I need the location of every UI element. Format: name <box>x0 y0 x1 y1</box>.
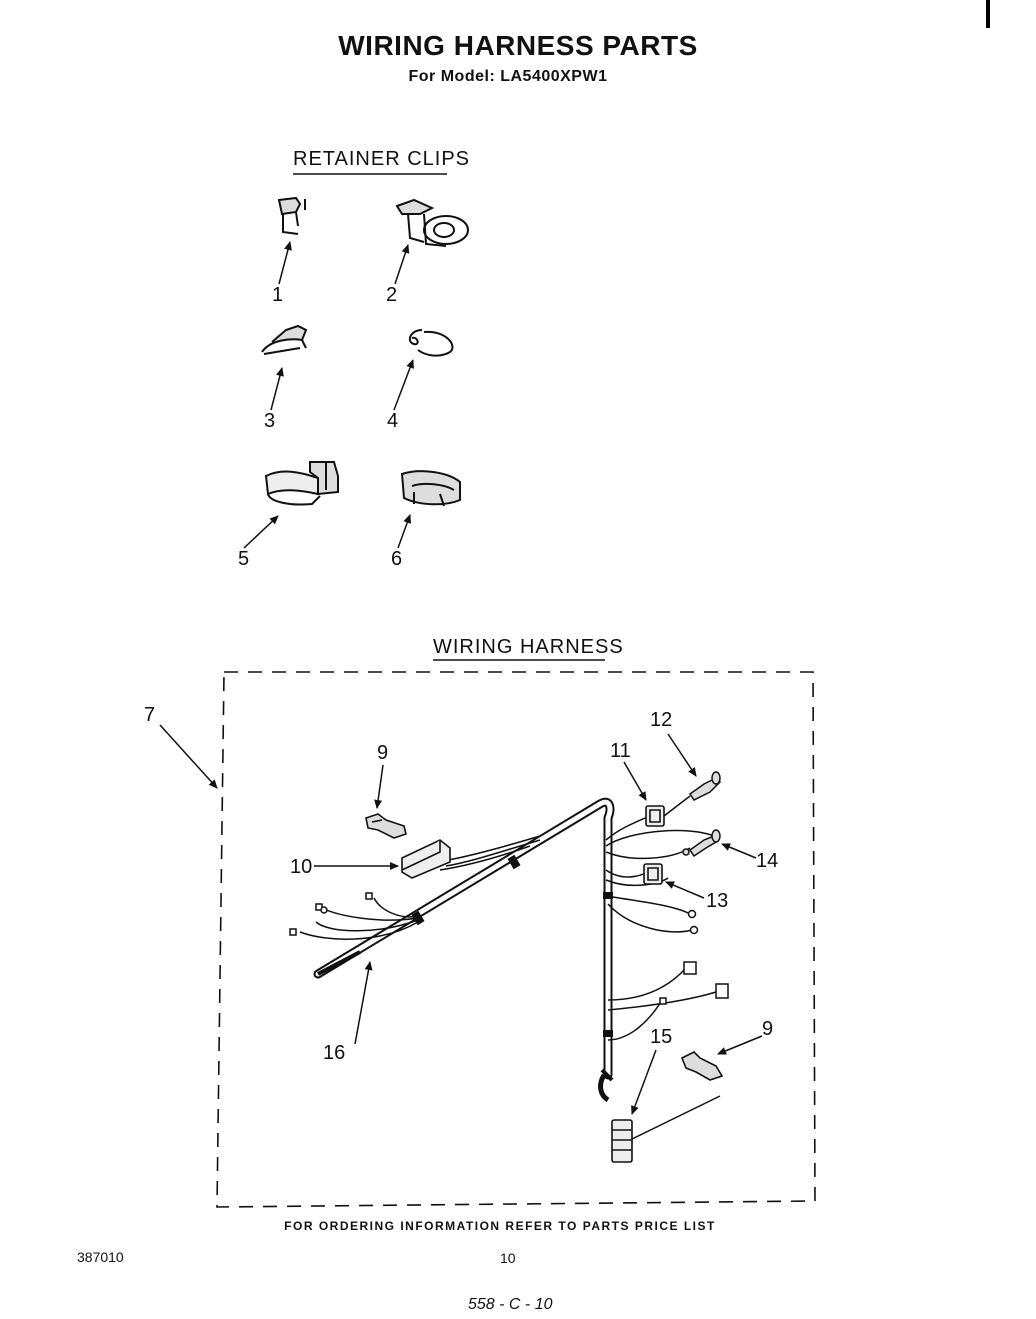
clip-3-icon <box>262 326 306 354</box>
clip-6-icon <box>402 471 460 506</box>
terminal-9b-icon <box>682 1052 722 1080</box>
retainer-clips-heading: RETAINER CLIPS <box>293 148 470 170</box>
callout-9-lower: 9 <box>762 1018 774 1040</box>
handwritten-note: 558 - C - 10 <box>468 1296 553 1313</box>
callout-5: 5 <box>238 548 250 570</box>
callout-10: 10 <box>290 856 313 878</box>
page-number: 10 <box>500 1250 516 1266</box>
document-number: 387010 <box>77 1249 124 1265</box>
clip-5-icon <box>266 462 338 505</box>
callout-1: 1 <box>272 284 284 306</box>
tie-wraps <box>411 855 613 1037</box>
callout-7: 7 <box>144 704 156 726</box>
callout-3: 3 <box>264 410 276 432</box>
clip-2-icon <box>397 200 468 246</box>
page-title: WIRING HARNESS PARTS <box>338 30 698 61</box>
callout-16: 16 <box>323 1042 346 1064</box>
model-number: For Model: LA5400XPW1 <box>408 68 608 85</box>
callout-4: 4 <box>387 410 399 432</box>
callout-16-leader <box>355 962 370 1044</box>
callout-15: 15 <box>650 1026 673 1048</box>
callout-11: 11 <box>610 740 631 762</box>
callout-6: 6 <box>391 548 403 570</box>
connector-13 <box>644 864 662 884</box>
harness-assembly-boundary <box>217 672 815 1207</box>
ordering-info-footer: FOR ORDERING INFORMATION REFER TO PARTS PRICE LIST <box>284 1219 716 1233</box>
callout-13: 13 <box>706 890 729 912</box>
connector-10 <box>402 840 450 878</box>
callout-14: 14 <box>756 850 779 872</box>
callout-9-upper: 9 <box>377 742 389 764</box>
clip-1-icon <box>279 198 305 234</box>
terminal-12-icon <box>664 772 720 816</box>
callout-2: 2 <box>386 284 398 306</box>
connector-11 <box>646 806 664 826</box>
clip-4-icon <box>410 330 453 356</box>
wiring-harness-heading: WIRING HARNESS <box>433 636 624 658</box>
callout-12: 12 <box>650 709 673 731</box>
terminal-14-icon <box>683 830 720 856</box>
terminal-9a-icon <box>366 814 406 838</box>
right-terminals <box>660 911 728 1005</box>
connector-15 <box>612 1120 632 1162</box>
